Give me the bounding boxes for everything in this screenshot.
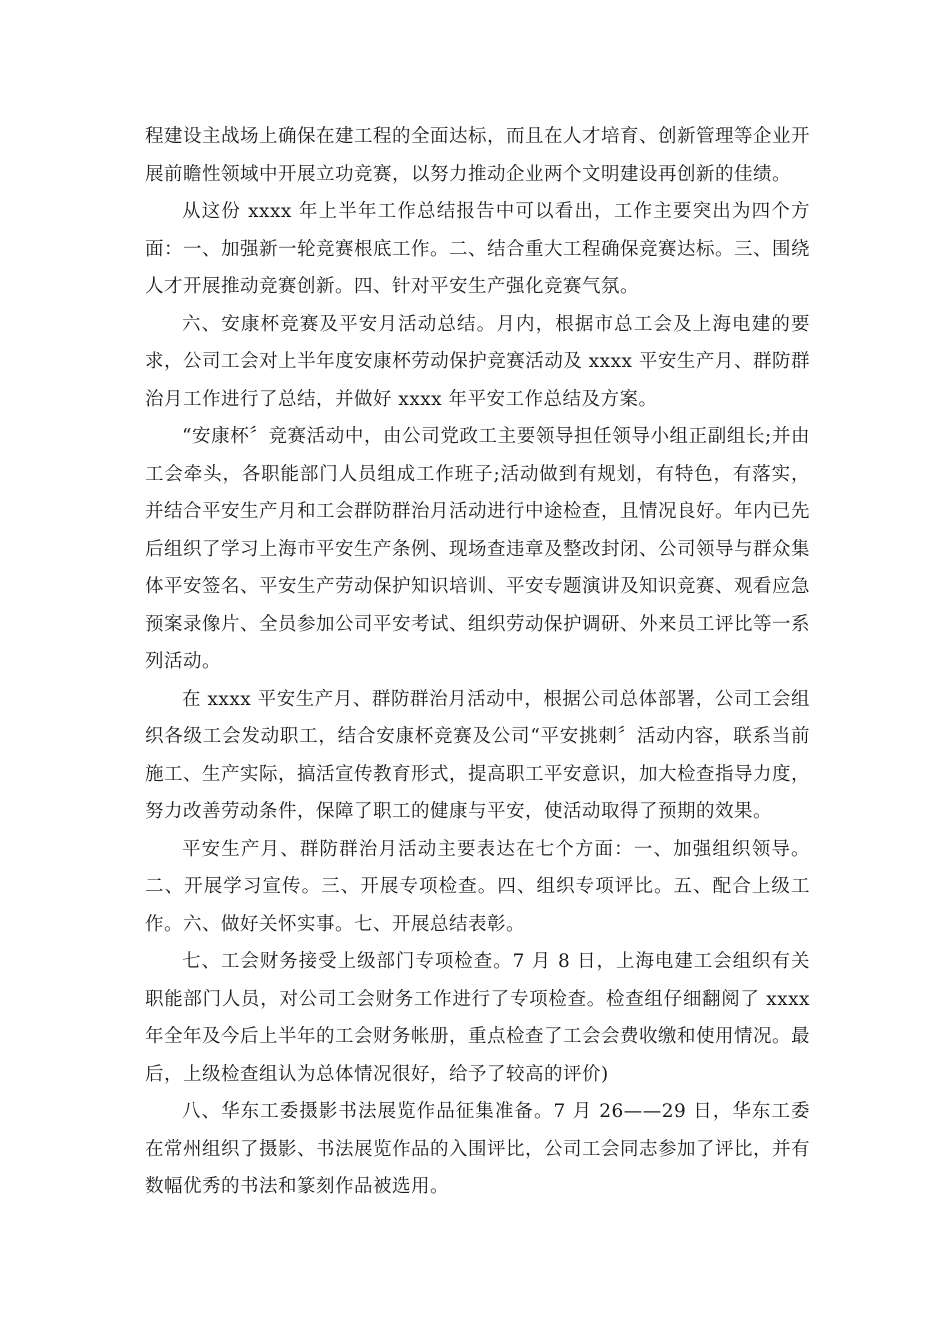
paragraph-safety-month: 在 xxxx 平安生产月、群防群治月活动中，根据公司总体部署，公司工会组织各级工会发动职工，结合安康杯竞赛及公司“平安挑刺〞活动内容，联系当前施工、生产实际，搞活宣传教育形式，提高职工平安意识，加大检查指导力度，努力改善劳动条件，保障了职工的健康与平安，使活动取得了预期的效果。 <box>145 688 811 822</box>
paragraph-section-eight: 八、华东工委摄影书法展览作品征集准备。7 月 26——29 日，华东工委在常州组织了摄影、书法展览作品的入围评比，公司工会同志参加了评比，并有数幅优秀的书法和篆刻作品被选用。 <box>145 1101 811 1197</box>
paragraph-section-six: 六、安康杯竞赛及平安月活动总结。月内，根据市总工会及上海电建的要求，公司工会对上半年度安康杯劳动保护竞赛活动及 xxxx 平安生产月、群防群治月工作进行了总结，并做好 xxxx 年平安工作总结及方案。 <box>145 313 810 410</box>
paragraph-continuation: 程建设主战场上确保在建工程的全面达标，而且在人才培育、创新管理等企业开展前瞻性领域中开展立功竞赛，以努力推动企业两个文明建设再创新的佳绩。 <box>145 126 811 185</box>
paragraph-ankang-cup: “安康杯〞竞赛活动中，由公司党政工主要领导担任领导小组正副组长;并由工会牵头，各职能部门人员组成工作班子;活动做到有规划，有特色，有落实，并结合平安生产月和工会群防群治月活动进行中途检查，且情况良好。年内已先后组织了学习上海市平安生产条例、现场查违章及整改封闭、公司领导与群众集体平安签名、平安生产劳动保护知识培训、平安专题演讲及知识竞赛、观看应急预案录像片、全员参加公司平安考试、组织劳动保护调研、外来员工评比等一系列活动。 <box>145 426 811 672</box>
paragraph-seven-aspects: 平安生产月、群防群治月活动主要表达在七个方面：一、加强组织领导。二、开展学习宣传。三、开展专项检查。四、组织专项评比。五、配合上级工作。六、做好关怀实事。七、开展总结表彰。 <box>145 838 810 935</box>
document-body <box>145 118 810 1206</box>
paragraph-summary-four-aspects: 从这份 xxxx 年上半年工作总结报告中可以看出，工作主要突出为四个方面：一、加强新一轮竞赛根底工作。二、结合重大工程确保竞赛达标。三、围绕人才开展推动竞赛创新。四、针对平安生产强化竞赛气氛。 <box>145 201 811 297</box>
paragraph-section-seven: 七、工会财务接受上级部门专项检查。7 月 8 日，上海电建工会组织有关职能部门人员，对公司工会财务工作进行了专项检查。检查组仔细翻阅了 xxxx 年全年及今后上半年的工会财务帐册，重点检查了工会会费收缴和使用情况。最后，上级检查组认为总体情况很好，给予了较高的评价) <box>145 951 811 1085</box>
